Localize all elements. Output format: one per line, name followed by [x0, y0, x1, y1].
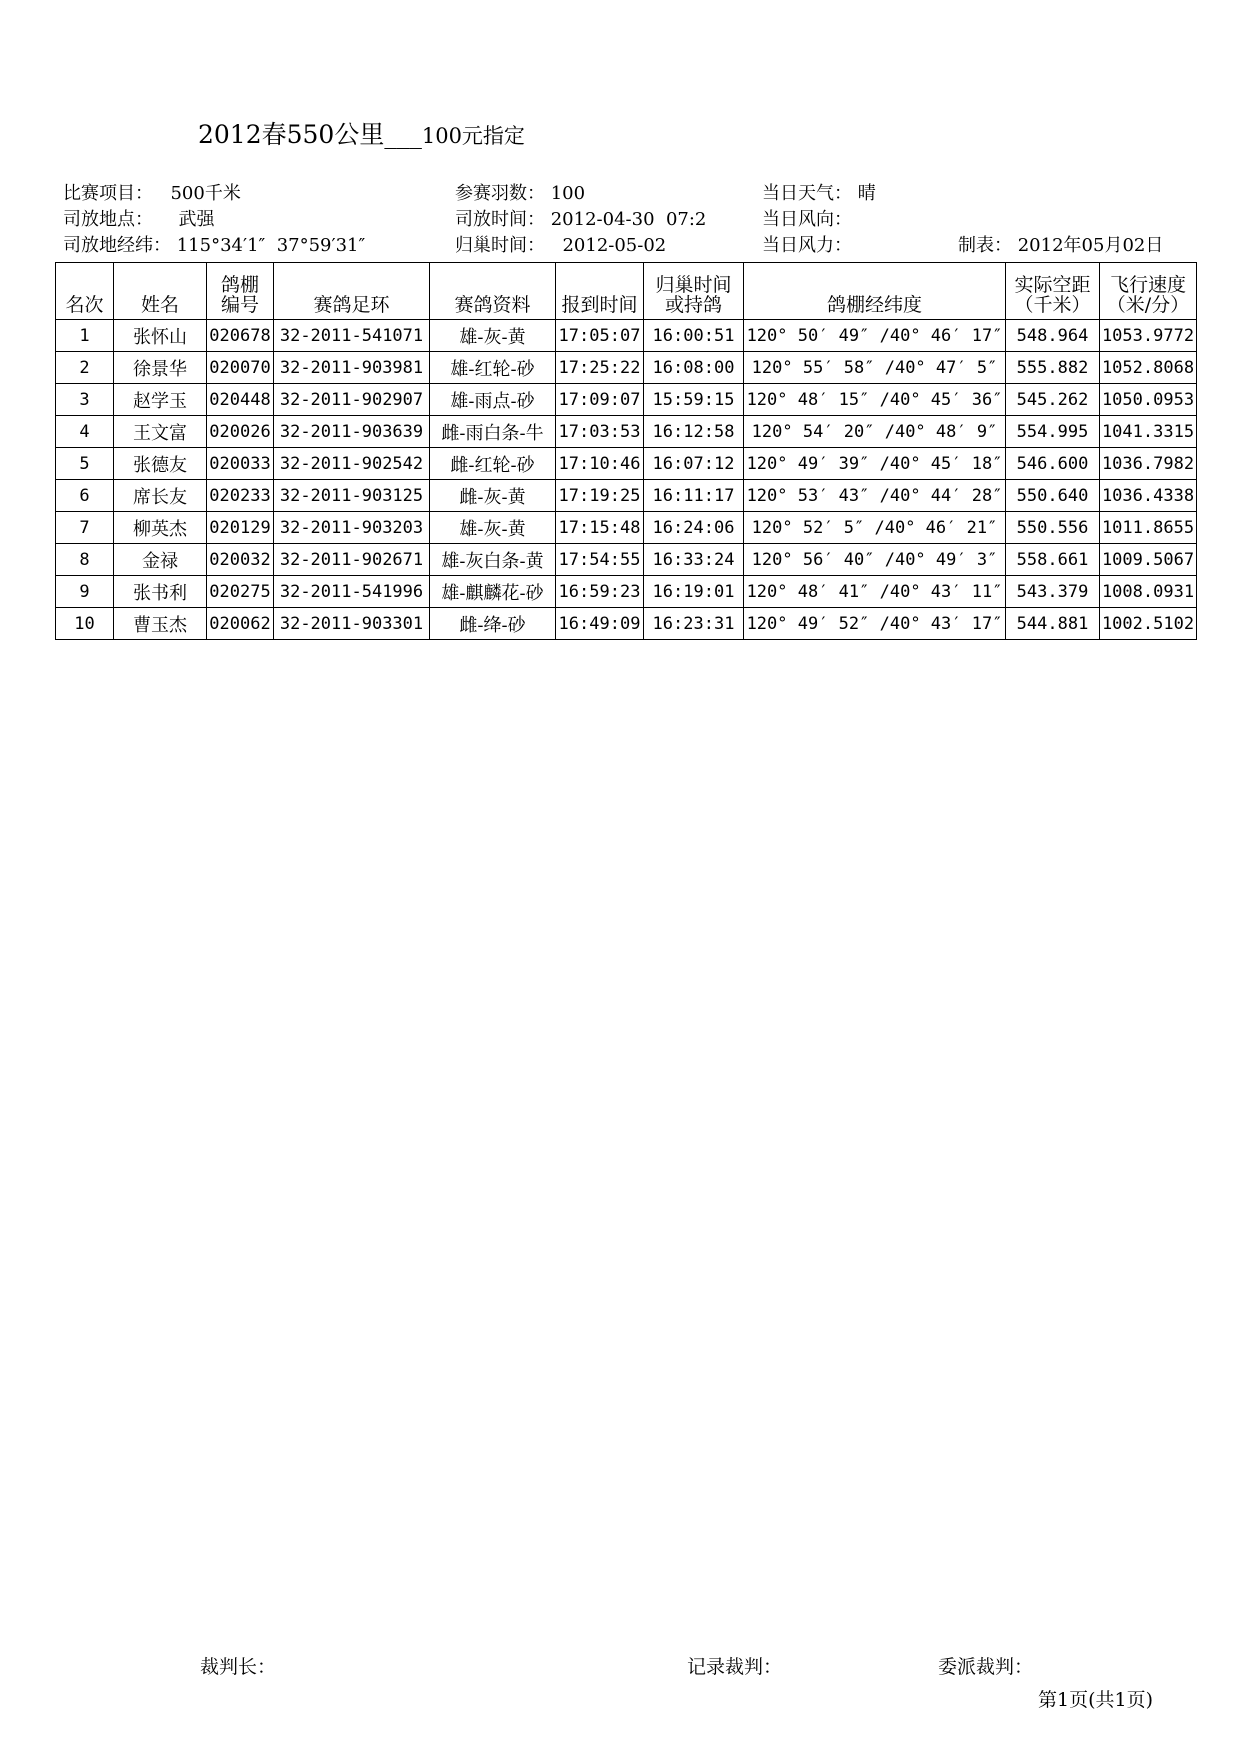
header-distance — [1006, 263, 1100, 320]
table-row — [56, 320, 1197, 352]
cell-loft: 020033 — [207, 448, 274, 480]
table-row — [56, 608, 1197, 640]
header-loft-no-line2: 编号 — [220, 294, 259, 316]
cell-return: 16:23:31 — [644, 608, 744, 640]
wind-force-info — [762, 231, 852, 257]
release-place-value: 武强 — [178, 209, 215, 230]
return-time-info — [455, 231, 666, 257]
cell-report: 16:59:23 — [556, 576, 644, 608]
header-distance-line1: 实际空距 — [1014, 274, 1091, 296]
entries-info — [455, 179, 585, 205]
cell-name: 金禄 — [114, 544, 207, 576]
cell-distance: 543.379 — [1006, 576, 1100, 608]
cell-speed: 1008.0931 — [1100, 576, 1197, 608]
cell-speed: 1009.5067 — [1100, 544, 1197, 576]
cell-distance: 548.964 — [1006, 320, 1100, 352]
cell-distance: 550.640 — [1006, 480, 1100, 512]
cell-speed: 1002.5102 — [1100, 608, 1197, 640]
cell-coord: 120° 52′ 5″ /40° 46′ 21″ — [744, 512, 1006, 544]
weather-info — [762, 179, 876, 205]
cell-speed: 1052.8068 — [1100, 352, 1197, 384]
header-ring: 赛鸽足环 — [274, 263, 430, 320]
wind-force-label: 当日风力： — [762, 235, 852, 256]
cell-name: 张德友 — [114, 448, 207, 480]
cell-name: 徐景华 — [114, 352, 207, 384]
cell-report: 17:05:07 — [556, 320, 644, 352]
header-name: 姓名 — [114, 263, 207, 320]
cell-loft: 020129 — [207, 512, 274, 544]
cell-speed: 1036.4338 — [1100, 480, 1197, 512]
record-judge-label: 记录裁判： — [687, 1656, 783, 1678]
cell-rank: 4 — [56, 416, 114, 448]
made-info — [958, 231, 1163, 257]
cell-coord: 120° 49′ 39″ /40° 45′ 18″ — [744, 448, 1006, 480]
release-coord-info — [63, 231, 365, 257]
cell-report: 17:54:55 — [556, 544, 644, 576]
cell-report: 17:15:48 — [556, 512, 644, 544]
cell-report: 17:10:46 — [556, 448, 644, 480]
table-row — [56, 352, 1197, 384]
header-rank: 名次 — [56, 263, 114, 320]
cell-rank: 5 — [56, 448, 114, 480]
cell-rank: 8 — [56, 544, 114, 576]
event-label: 比赛项目： — [63, 183, 153, 204]
cell-coord: 120° 56′ 40″ /40° 49′ 3″ — [744, 544, 1006, 576]
cell-loft: 020070 — [207, 352, 274, 384]
results-table — [55, 262, 1197, 640]
event-value: 500千米 — [170, 183, 241, 204]
cell-report: 17:25:22 — [556, 352, 644, 384]
cell-ring: 32-2011-903301 — [274, 608, 430, 640]
entries-label: 参赛羽数： — [455, 183, 545, 204]
cell-name: 赵学玉 — [114, 384, 207, 416]
cell-rank: 7 — [56, 512, 114, 544]
cell-speed: 1053.9772 — [1100, 320, 1197, 352]
made-label: 制表： — [958, 235, 1012, 256]
cell-report: 17:19:25 — [556, 480, 644, 512]
cell-return: 16:08:00 — [644, 352, 744, 384]
cell-pigeon: 雄-雨点-砂 — [430, 384, 556, 416]
table-header-row — [56, 263, 1197, 320]
made-value: 2012年05月02日 — [1017, 235, 1164, 256]
title-main: 2012春550公里___ — [198, 120, 422, 149]
release-time-info — [455, 205, 706, 231]
release-place-label: 司放地点： — [63, 209, 153, 230]
cell-name: 曹玉杰 — [114, 608, 207, 640]
cell-report: 16:49:09 — [556, 608, 644, 640]
cell-ring: 32-2011-541996 — [274, 576, 430, 608]
cell-return: 16:12:58 — [644, 416, 744, 448]
cell-name: 王文富 — [114, 416, 207, 448]
header-speed-line1: 飞行速度 — [1109, 274, 1186, 296]
table-row — [56, 416, 1197, 448]
cell-return: 16:00:51 — [644, 320, 744, 352]
table-row — [56, 512, 1197, 544]
cell-name: 席长友 — [114, 480, 207, 512]
cell-distance: 546.600 — [1006, 448, 1100, 480]
cell-distance: 545.262 — [1006, 384, 1100, 416]
wind-direction-label: 当日风向： — [762, 209, 852, 230]
cell-distance: 558.661 — [1006, 544, 1100, 576]
cell-name: 柳英杰 — [114, 512, 207, 544]
cell-rank: 3 — [56, 384, 114, 416]
cell-rank: 10 — [56, 608, 114, 640]
cell-distance: 554.995 — [1006, 416, 1100, 448]
cell-coord: 120° 48′ 15″ /40° 45′ 36″ — [744, 384, 1006, 416]
header-loft-no — [207, 263, 274, 320]
cell-return: 16:24:06 — [644, 512, 744, 544]
header-speed-line2: （米/分） — [1106, 294, 1190, 316]
cell-return: 16:11:17 — [644, 480, 744, 512]
header-pigeon: 赛鸽资料 — [430, 263, 556, 320]
cell-report: 17:09:07 — [556, 384, 644, 416]
cell-return: 15:59:15 — [644, 384, 744, 416]
return-time-label: 归巢时间： — [455, 235, 545, 256]
weather-label: 当日天气： — [762, 183, 852, 204]
cell-pigeon: 雌-雨白条-牛 — [430, 416, 556, 448]
cell-distance: 550.556 — [1006, 512, 1100, 544]
cell-distance: 544.881 — [1006, 608, 1100, 640]
cell-distance: 555.882 — [1006, 352, 1100, 384]
table-row — [56, 480, 1197, 512]
table-row — [56, 576, 1197, 608]
entries-value: 100 — [550, 183, 586, 204]
cell-return: 16:19:01 — [644, 576, 744, 608]
cell-pigeon: 雄-灰-黄 — [430, 512, 556, 544]
cell-ring: 32-2011-903203 — [274, 512, 430, 544]
table-row — [56, 384, 1197, 416]
cell-rank: 6 — [56, 480, 114, 512]
cell-loft: 020275 — [207, 576, 274, 608]
header-loft-no-line1: 鸽棚 — [220, 274, 259, 296]
cell-coord: 120° 49′ 52″ /40° 43′ 17″ — [744, 608, 1006, 640]
cell-speed: 1036.7982 — [1100, 448, 1197, 480]
cell-coord: 120° 55′ 58″ /40° 47′ 5″ — [744, 352, 1006, 384]
cell-return: 16:33:24 — [644, 544, 744, 576]
cell-return: 16:07:12 — [644, 448, 744, 480]
release-place-info — [63, 205, 214, 231]
cell-loft: 020026 — [207, 416, 274, 448]
wind-direction-info — [762, 205, 852, 231]
cell-ring: 32-2011-541071 — [274, 320, 430, 352]
cell-pigeon: 雄-红轮-砂 — [430, 352, 556, 384]
cell-name: 张怀山 — [114, 320, 207, 352]
release-time-value: 2012-04-30 07:2 — [550, 209, 707, 230]
header-speed — [1100, 263, 1197, 320]
header-distance-line2: （千米） — [1014, 294, 1091, 316]
cell-ring: 32-2011-903125 — [274, 480, 430, 512]
cell-pigeon: 雄-麒麟花-砂 — [430, 576, 556, 608]
cell-report: 17:03:53 — [556, 416, 644, 448]
cell-coord: 120° 48′ 41″ /40° 43′ 11″ — [744, 576, 1006, 608]
cell-pigeon: 雌-绛-砂 — [430, 608, 556, 640]
cell-pigeon: 雌-灰-黄 — [430, 480, 556, 512]
cell-pigeon: 雄-灰白条-黄 — [430, 544, 556, 576]
cell-loft: 020233 — [207, 480, 274, 512]
header-return-line2: 或持鸽 — [664, 294, 722, 316]
cell-speed: 1050.0953 — [1100, 384, 1197, 416]
cell-loft: 020032 — [207, 544, 274, 576]
header-return-time — [644, 263, 744, 320]
cell-ring: 32-2011-902907 — [274, 384, 430, 416]
cell-pigeon: 雄-灰-黄 — [430, 320, 556, 352]
return-time-value: 2012-05-02 — [562, 235, 667, 256]
title-suffix: 100元指定 — [421, 124, 525, 148]
appointed-judge-label: 委派裁判： — [938, 1656, 1034, 1678]
page-number: 第1页(共1页) — [1038, 1689, 1154, 1711]
cell-rank: 2 — [56, 352, 114, 384]
cell-coord: 120° 53′ 43″ /40° 44′ 28″ — [744, 480, 1006, 512]
header-coord: 鸽棚经纬度 — [744, 263, 1006, 320]
event-info — [63, 179, 241, 205]
report-title — [198, 115, 525, 151]
cell-ring: 32-2011-902671 — [274, 544, 430, 576]
release-coord-label: 司放地经纬： — [63, 235, 171, 256]
cell-loft: 020448 — [207, 384, 274, 416]
cell-speed: 1011.8655 — [1100, 512, 1197, 544]
cell-loft: 020062 — [207, 608, 274, 640]
release-time-label: 司放时间： — [455, 209, 545, 230]
cell-pigeon: 雌-红轮-砂 — [430, 448, 556, 480]
cell-name: 张书利 — [114, 576, 207, 608]
cell-ring: 32-2011-903981 — [274, 352, 430, 384]
table-row — [56, 448, 1197, 480]
header-report-time: 报到时间 — [556, 263, 644, 320]
weather-value: 晴 — [857, 183, 876, 204]
cell-coord: 120° 54′ 20″ /40° 48′ 9″ — [744, 416, 1006, 448]
cell-speed: 1041.3315 — [1100, 416, 1197, 448]
cell-loft: 020678 — [207, 320, 274, 352]
table-row — [56, 544, 1197, 576]
cell-ring: 32-2011-902542 — [274, 448, 430, 480]
header-return-line1: 归巢时间 — [655, 274, 732, 296]
cell-ring: 32-2011-903639 — [274, 416, 430, 448]
release-coord-value: 115°34′1″ 37°59′31″ — [176, 235, 366, 256]
chief-judge-label: 裁判长： — [200, 1656, 277, 1678]
cell-rank: 1 — [56, 320, 114, 352]
cell-coord: 120° 50′ 49″ /40° 46′ 17″ — [744, 320, 1006, 352]
cell-rank: 9 — [56, 576, 114, 608]
